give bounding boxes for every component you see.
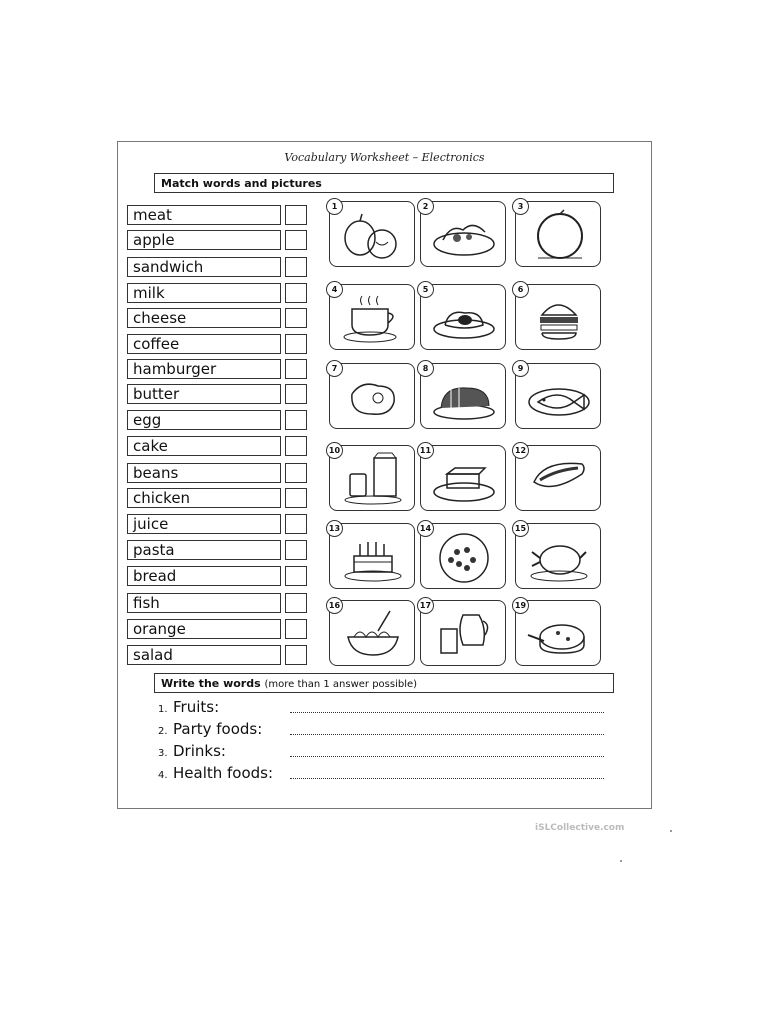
milk-icon xyxy=(338,452,408,506)
picture-card-16 xyxy=(329,600,415,666)
word-box: butter xyxy=(127,384,281,404)
word-box: beans xyxy=(127,463,281,483)
fish-icon xyxy=(524,370,594,424)
word-box: orange xyxy=(127,619,281,639)
answer-box[interactable] xyxy=(285,540,307,560)
picture-card-17 xyxy=(420,600,506,666)
answer-line[interactable] xyxy=(290,734,604,735)
picture-card-12 xyxy=(515,445,601,511)
question-number: 3. xyxy=(158,748,168,759)
answer-box[interactable] xyxy=(285,283,307,303)
answer-box[interactable] xyxy=(285,257,307,277)
match-section-title: Match words and pictures xyxy=(161,177,322,190)
word-box: hamburger xyxy=(127,359,281,379)
picture-number: 12 xyxy=(512,442,529,459)
fried-egg-icon xyxy=(429,291,499,345)
question-label: Party foods: xyxy=(173,720,263,738)
watermark-footer: iSLCollective.com xyxy=(535,823,625,833)
answer-box[interactable] xyxy=(285,514,307,534)
question-label: Drinks: xyxy=(173,742,226,760)
word-box: fish xyxy=(127,593,281,613)
word-box: egg xyxy=(127,410,281,430)
worksheet-title: Vocabulary Worksheet – Electronics xyxy=(284,151,485,164)
picture-number: 5 xyxy=(417,281,434,298)
picture-number: 4 xyxy=(326,281,343,298)
answer-box[interactable] xyxy=(285,359,307,379)
answer-box[interactable] xyxy=(285,645,307,665)
picture-number: 6 xyxy=(512,281,529,298)
question-number: 2. xyxy=(158,726,168,737)
word-box: cheese xyxy=(127,308,281,328)
speck xyxy=(620,860,622,862)
picture-card-11 xyxy=(420,445,506,511)
picture-card-14 xyxy=(420,523,506,589)
picture-card-2 xyxy=(420,201,506,267)
picture-number: 16 xyxy=(326,597,343,614)
pasta-icon xyxy=(338,607,408,661)
picture-number: 17 xyxy=(417,597,434,614)
question-label: Fruits: xyxy=(173,698,220,716)
picture-card-19 xyxy=(515,600,601,666)
picture-card-7 xyxy=(329,363,415,429)
word-box: milk xyxy=(127,283,281,303)
match-section-header xyxy=(154,173,614,193)
word-box: bread xyxy=(127,566,281,586)
picture-card-6 xyxy=(515,284,601,350)
answer-box[interactable] xyxy=(285,566,307,586)
answer-box[interactable] xyxy=(285,384,307,404)
word-box: chicken xyxy=(127,488,281,508)
coffee-cup-icon xyxy=(338,291,408,345)
sandwich-icon xyxy=(524,452,594,506)
question-row xyxy=(158,764,608,786)
picture-number: 13 xyxy=(326,520,343,537)
meat-icon xyxy=(338,370,408,424)
picture-number: 15 xyxy=(512,520,529,537)
picture-number: 7 xyxy=(326,360,343,377)
butter-icon xyxy=(429,452,499,506)
picture-number: 19 xyxy=(512,597,529,614)
apples-icon xyxy=(338,208,408,262)
picture-card-4 xyxy=(329,284,415,350)
worksheet-page xyxy=(117,141,652,809)
answer-box[interactable] xyxy=(285,334,307,354)
answer-box[interactable] xyxy=(285,463,307,483)
word-box: salad xyxy=(127,645,281,665)
question-row xyxy=(158,720,608,742)
picture-card-3 xyxy=(515,201,601,267)
speck xyxy=(670,830,672,832)
answer-line[interactable] xyxy=(290,778,604,779)
picture-card-13 xyxy=(329,523,415,589)
question-row xyxy=(158,742,608,764)
picture-number: 3 xyxy=(512,198,529,215)
picture-number: 11 xyxy=(417,442,434,459)
question-row xyxy=(158,698,608,720)
picture-number: 8 xyxy=(417,360,434,377)
picture-card-10 xyxy=(329,445,415,511)
word-box: pasta xyxy=(127,540,281,560)
question-label: Health foods: xyxy=(173,764,274,782)
hamburger-icon xyxy=(524,291,594,345)
picture-card-5 xyxy=(420,284,506,350)
answer-line[interactable] xyxy=(290,712,604,713)
picture-card-8 xyxy=(420,363,506,429)
word-box: juice xyxy=(127,514,281,534)
picture-card-9 xyxy=(515,363,601,429)
word-box: meat xyxy=(127,205,281,225)
word-box: coffee xyxy=(127,334,281,354)
answer-box[interactable] xyxy=(285,308,307,328)
answer-box[interactable] xyxy=(285,410,307,430)
picture-number: 9 xyxy=(512,360,529,377)
cheese-icon xyxy=(524,607,594,661)
beans-icon xyxy=(429,530,499,584)
picture-number: 1 xyxy=(326,198,343,215)
bread-loaf-icon xyxy=(429,370,499,424)
chicken-icon xyxy=(524,530,594,584)
juice-icon xyxy=(429,607,499,661)
cake-icon xyxy=(338,530,408,584)
picture-number: 14 xyxy=(417,520,434,537)
write-section-title: Write the words xyxy=(161,677,261,690)
picture-number: 2 xyxy=(417,198,434,215)
question-number: 4. xyxy=(158,770,168,781)
write-section-note: (more than 1 answer possible) xyxy=(264,679,418,690)
answer-line[interactable] xyxy=(290,756,604,757)
orange-icon xyxy=(524,208,594,262)
question-number: 1. xyxy=(158,704,168,715)
answer-box[interactable] xyxy=(285,230,307,250)
picture-number: 10 xyxy=(326,442,343,459)
answer-box[interactable] xyxy=(285,488,307,508)
answer-box[interactable] xyxy=(285,205,307,225)
word-box: cake xyxy=(127,436,281,456)
answer-box[interactable] xyxy=(285,436,307,456)
answer-box[interactable] xyxy=(285,619,307,639)
word-box: sandwich xyxy=(127,257,281,277)
word-box: apple xyxy=(127,230,281,250)
picture-card-1 xyxy=(329,201,415,267)
answer-box[interactable] xyxy=(285,593,307,613)
write-section-header xyxy=(154,673,614,693)
picture-card-15 xyxy=(515,523,601,589)
salad-icon xyxy=(429,208,499,262)
